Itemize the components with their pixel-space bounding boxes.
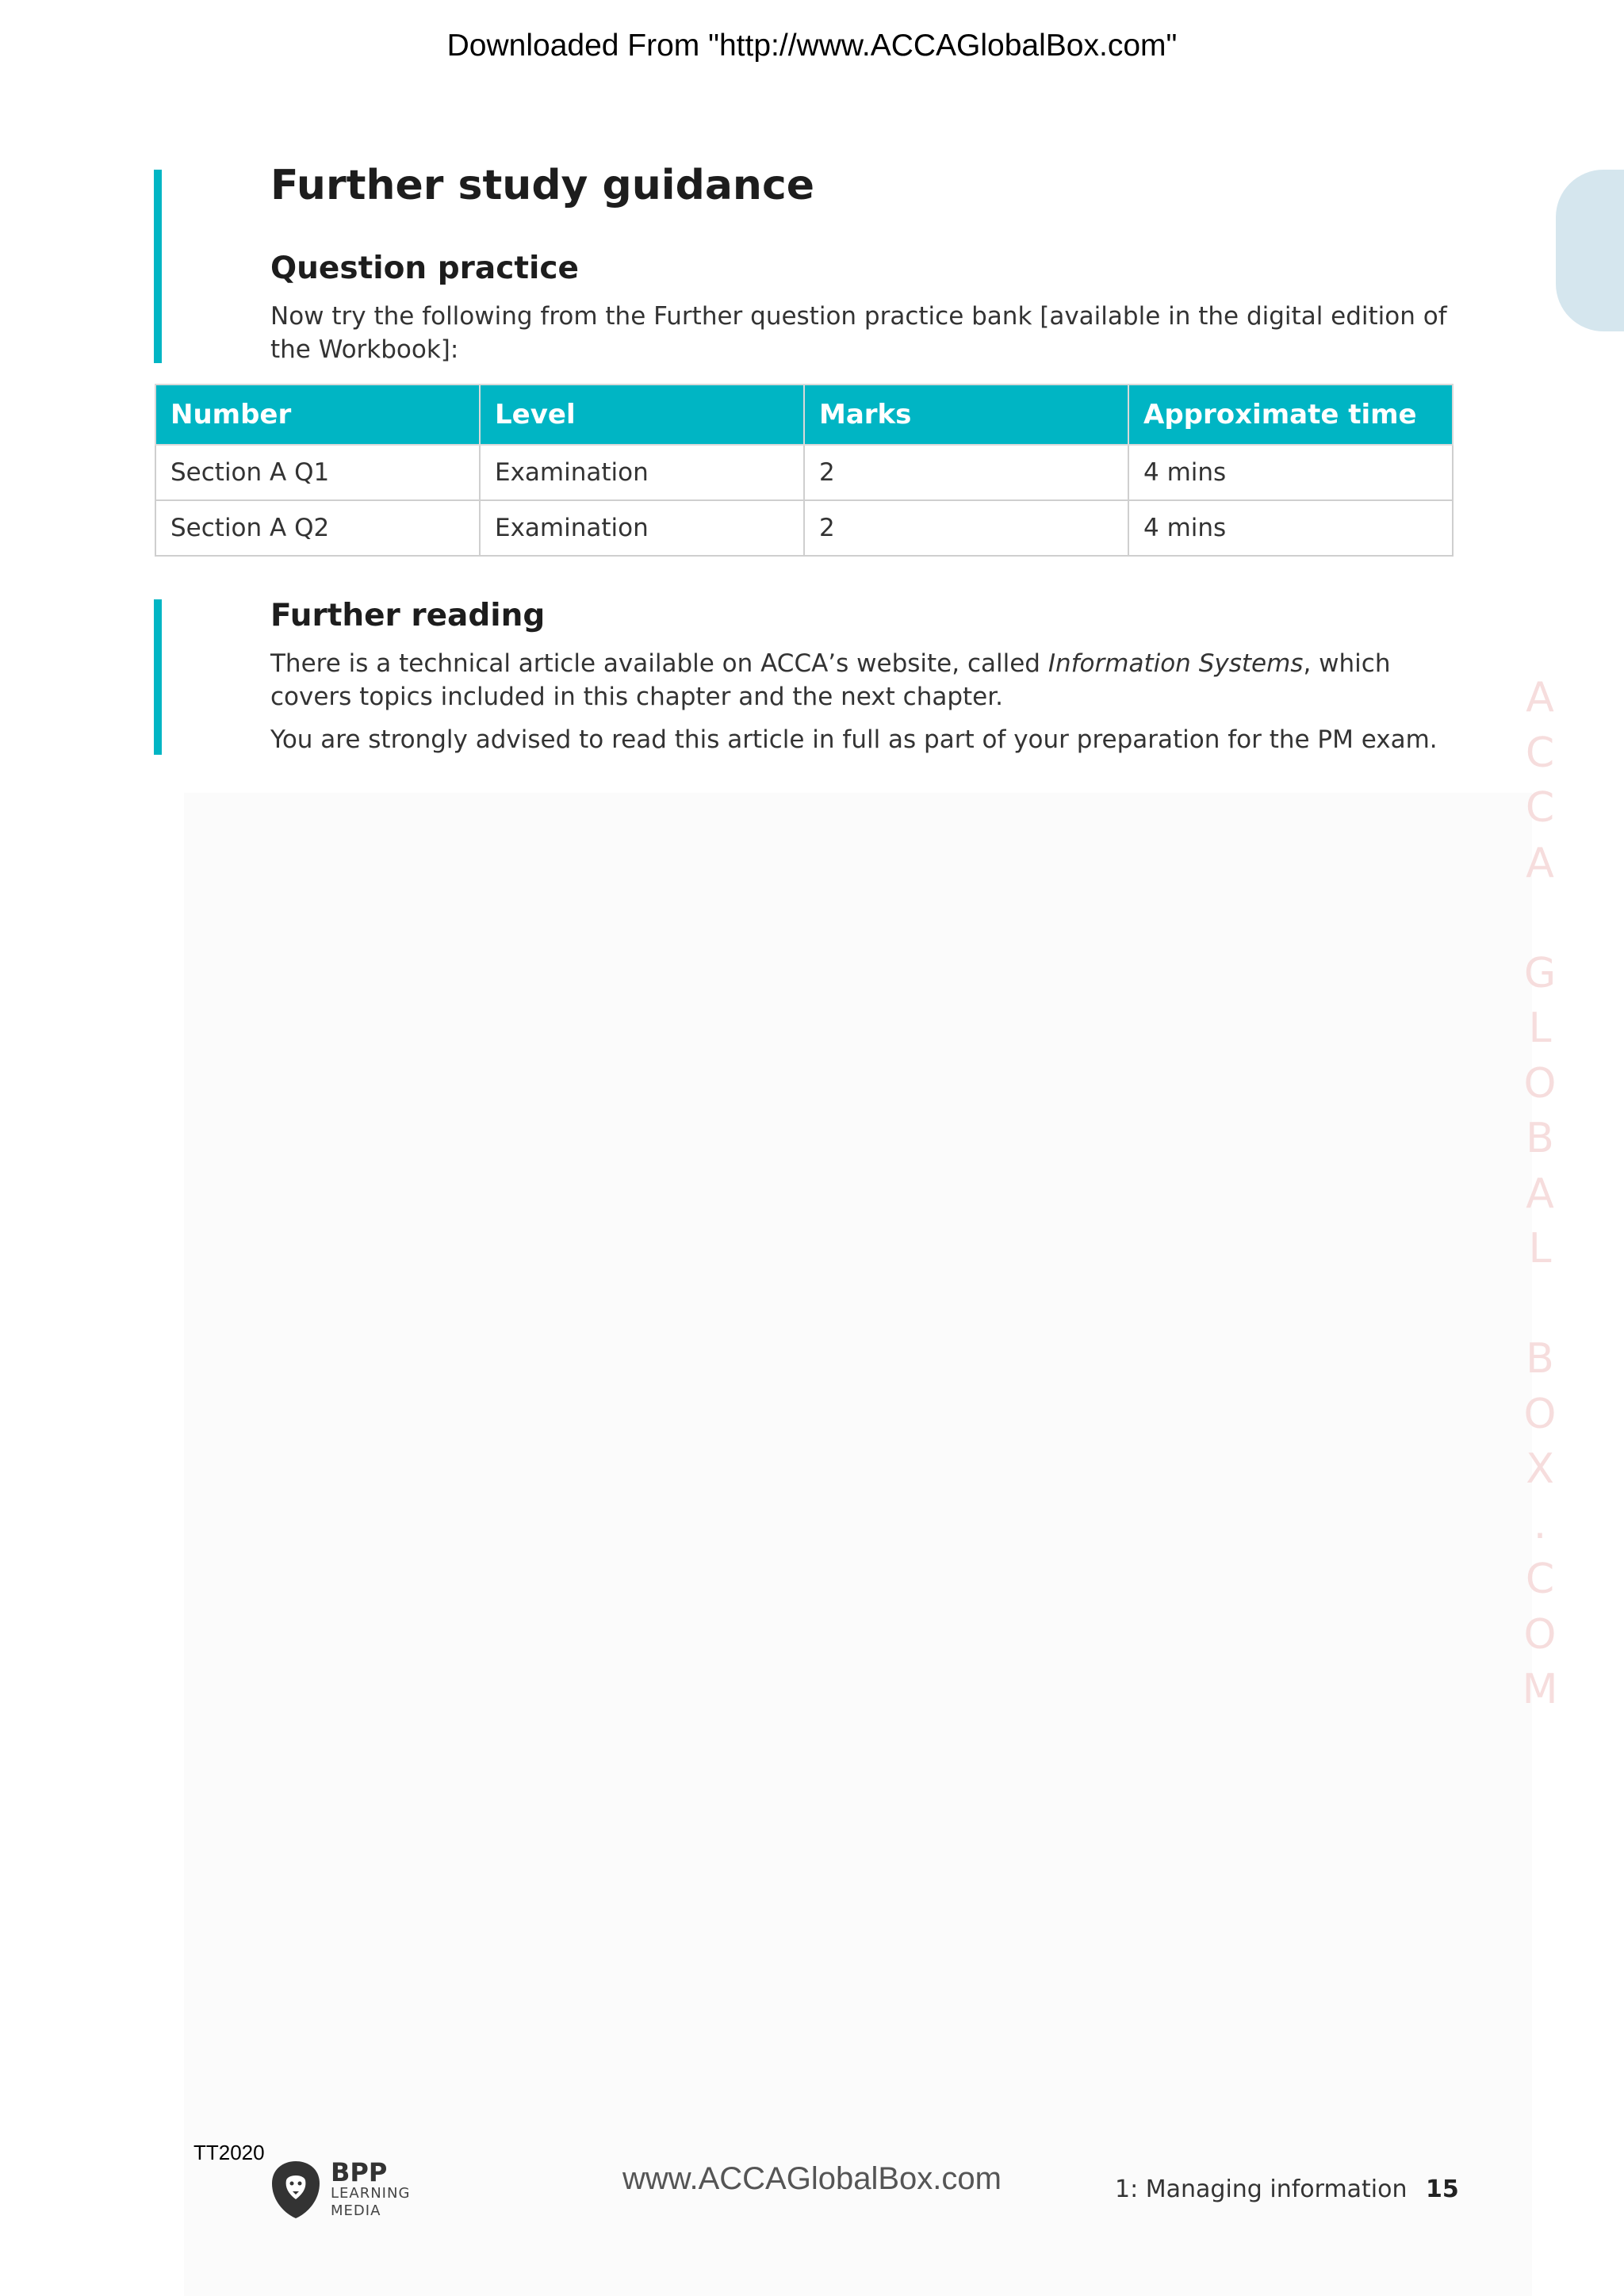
cell-time: 4 mins [1128, 445, 1453, 500]
watermark-letter: C [1525, 1556, 1555, 1603]
paragraph-text: There is a technical article available on ACCA’s website, called [270, 649, 1048, 678]
watermark-letter: O [1523, 1610, 1557, 1659]
watermark-letter: L [1528, 1225, 1552, 1272]
cell-number: Section A Q2 [155, 500, 480, 556]
table-row [155, 445, 1453, 500]
watermark-letter: G [1523, 949, 1557, 997]
accent-bar-reading [154, 599, 162, 755]
column-header-marks: Marks [804, 385, 1128, 445]
watermark-letter: A [1526, 839, 1554, 887]
watermark-letter: A [1526, 1169, 1554, 1218]
paragraph-text: , which covers topics included in this chapter and the next chapter. [270, 649, 1391, 711]
watermark-letter: C [1525, 729, 1555, 777]
page-number: 15 [1426, 2175, 1459, 2203]
question-practice-heading: Question practice [270, 251, 579, 286]
chapter-side-tab [1556, 170, 1624, 331]
column-header-level: Level [480, 385, 804, 445]
question-practice-table [155, 384, 1454, 557]
watermark-letter: O [1523, 1390, 1557, 1438]
further-reading-paragraph [270, 647, 1460, 714]
section-title: Further study guidance [270, 162, 815, 209]
column-header-number: Number [155, 385, 480, 445]
download-banner: Downloaded From "http://www.ACCAGlobalBox.com" [446, 29, 1178, 63]
cell-number: Section A Q1 [155, 445, 480, 500]
vertical-watermark [1516, 671, 1564, 1718]
watermark-letter: O [1523, 1059, 1557, 1108]
cell-level: Examination [480, 445, 804, 500]
table-header-row [155, 385, 1453, 445]
cell-level: Examination [480, 500, 804, 556]
watermark-letter: . [1533, 1500, 1547, 1548]
further-reading-heading: Further reading [270, 598, 546, 633]
edition-code: TT2020 [193, 2141, 265, 2164]
further-reading-advice: You are strongly advised to read this article in full as part of your preparation for the PM exam. [270, 725, 1438, 754]
question-practice-intro: Now try the following from the Further question practice bank [available in the digital edition of the Workbook]: [270, 302, 1447, 364]
cell-marks: 2 [804, 445, 1128, 500]
watermark-letter: M [1522, 1666, 1558, 1713]
watermark-letter [1516, 891, 1564, 947]
footer-site: www.ACCAGlobalBox.com [622, 2161, 1002, 2196]
watermark-letter: A [1526, 674, 1554, 721]
logo-brand: BPP [331, 2157, 388, 2187]
chapter-label: 1: Managing information [1115, 2175, 1408, 2203]
accent-bar-top [154, 170, 162, 363]
cell-time: 4 mins [1128, 500, 1453, 556]
logo-sub-learning: LEARNING [331, 2185, 411, 2202]
watermark-letter: B [1526, 1335, 1554, 1383]
page-shade [184, 793, 1532, 2296]
column-header-approximate-time: Approximate time [1128, 385, 1453, 445]
watermark-letter: B [1526, 1115, 1554, 1162]
article-title: Information Systems [1048, 649, 1304, 678]
logo-sub-media: MEDIA [331, 2202, 381, 2219]
watermark-letter [1516, 1277, 1564, 1333]
cell-marks: 2 [804, 500, 1128, 556]
watermark-letter: L [1528, 1004, 1552, 1052]
table-row [155, 500, 1453, 556]
watermark-letter: C [1525, 784, 1555, 832]
watermark-letter: X [1526, 1445, 1554, 1493]
